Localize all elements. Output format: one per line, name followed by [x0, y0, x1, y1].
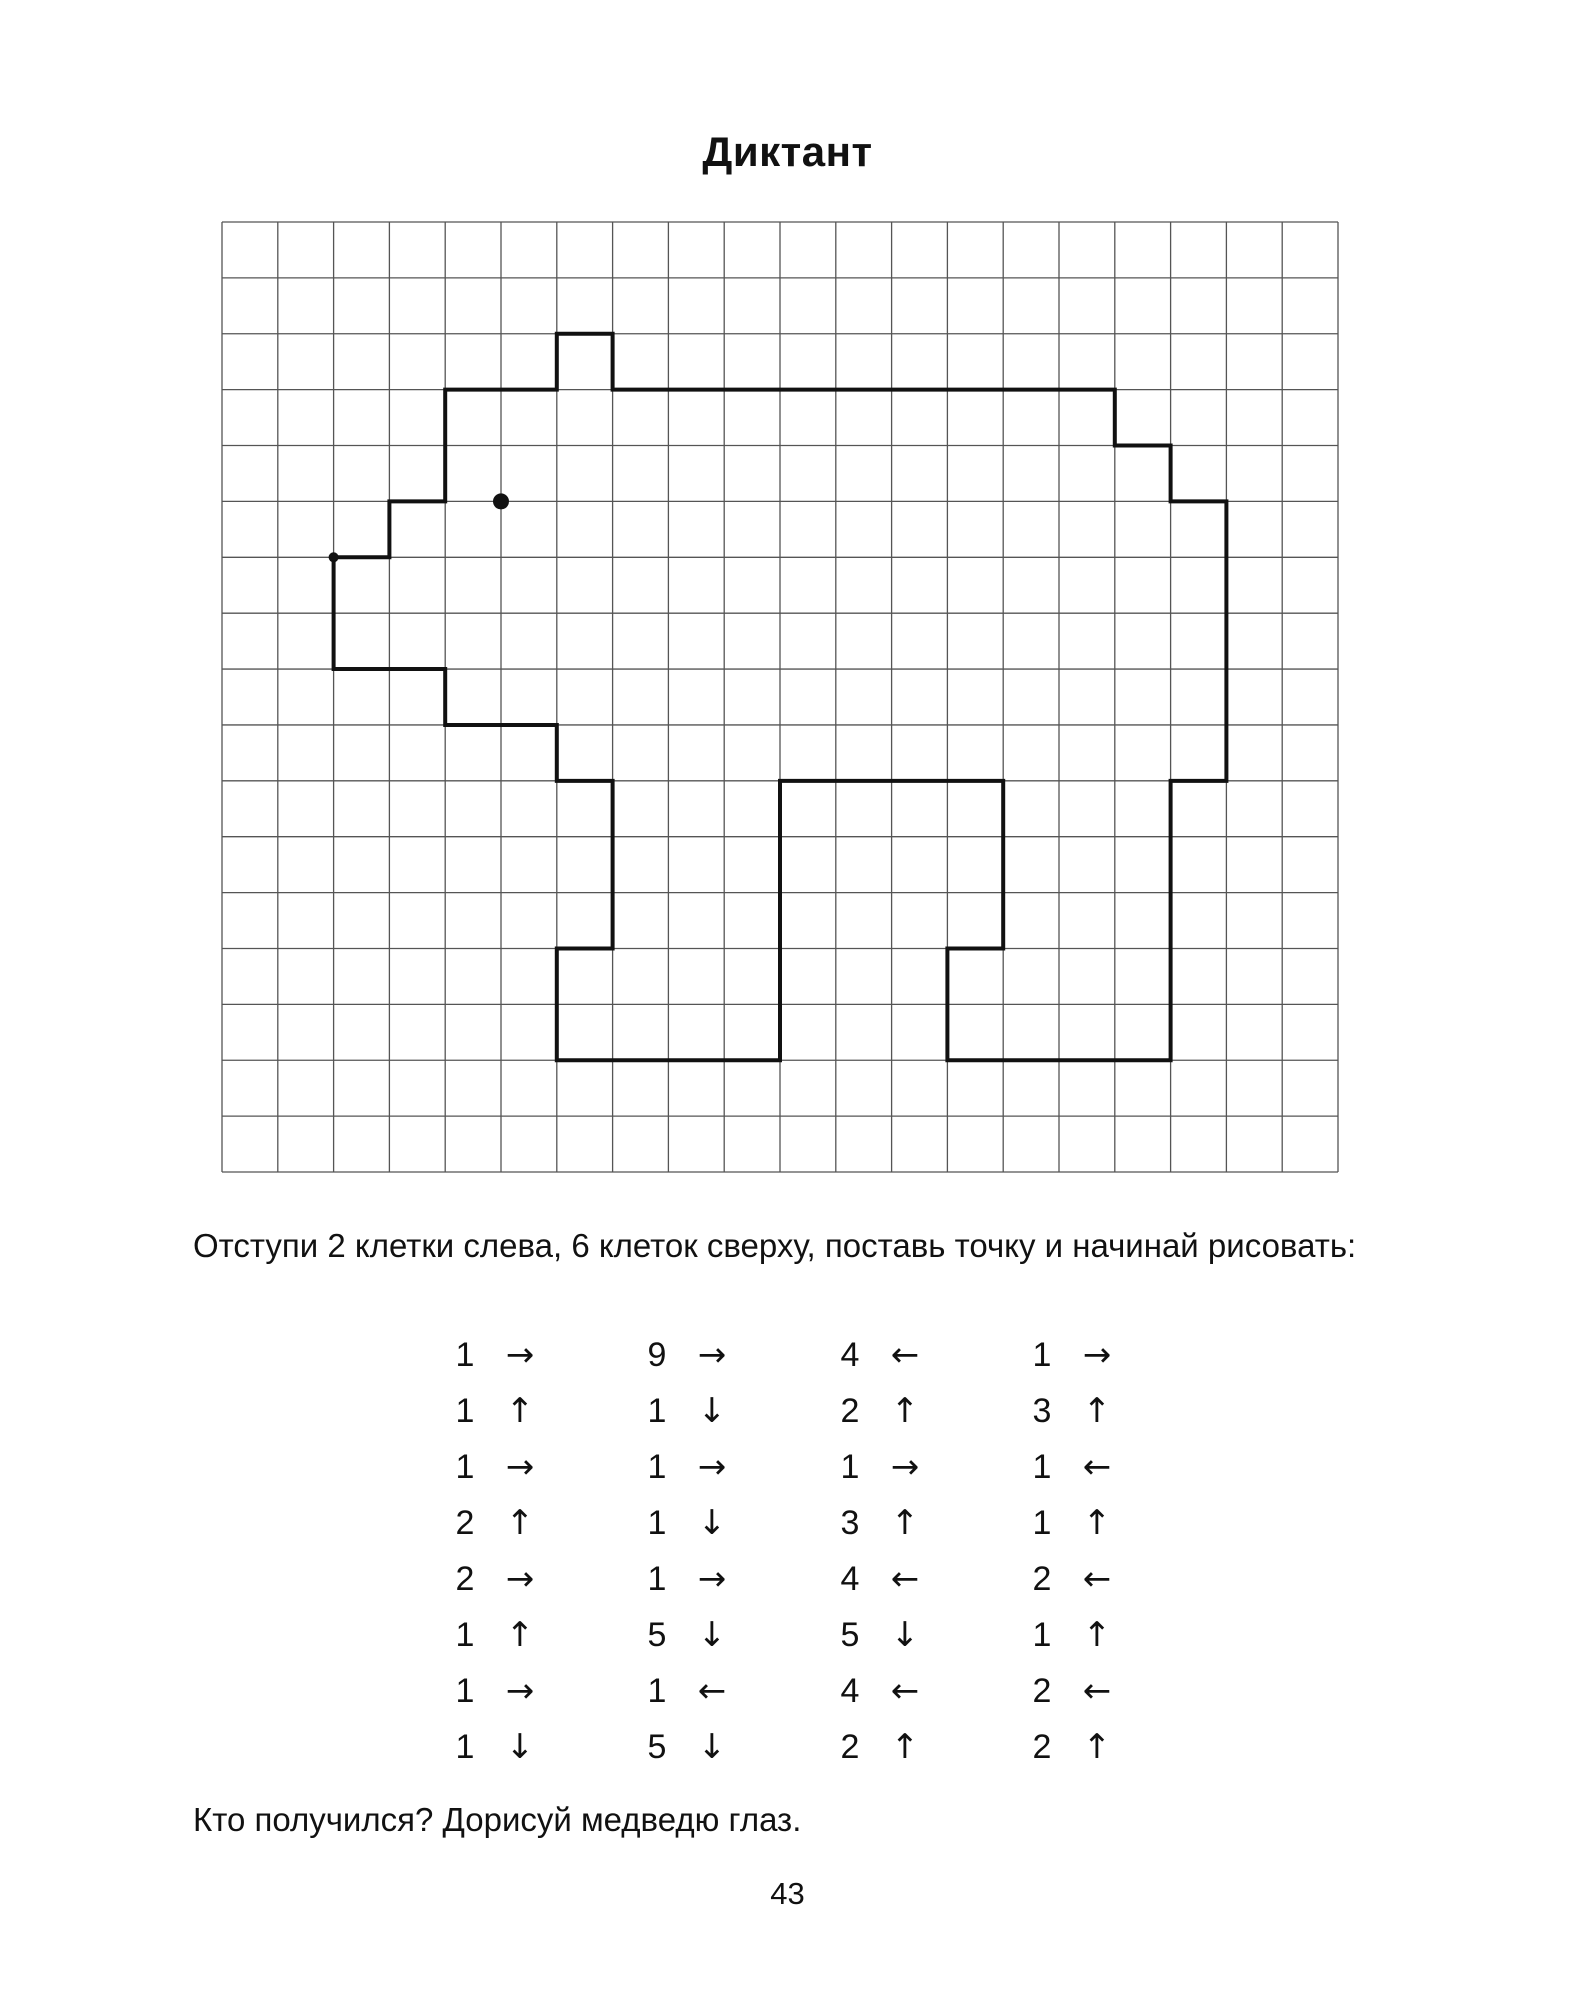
dictation-arrow-icon: →	[505, 1671, 535, 1711]
dictation-step-count: 5	[647, 1616, 667, 1654]
dictation-step-count: 1	[455, 1336, 475, 1374]
dictation-step-count: 4	[840, 1560, 860, 1598]
dictation-arrow-icon: ←	[890, 1559, 920, 1599]
dictation-step-count: 1	[647, 1448, 667, 1486]
grid-figure	[222, 222, 1338, 1172]
dictation-arrow-icon: ↑	[890, 1391, 920, 1431]
dictation-step-count: 4	[840, 1672, 860, 1710]
dictation-arrow-icon: ↓	[697, 1615, 727, 1655]
dictation-arrow-icon: →	[1082, 1335, 1112, 1375]
dictation-arrow-icon: ←	[1082, 1447, 1112, 1487]
dictation-arrow-icon: ↑	[1082, 1727, 1112, 1767]
dictation-arrow-icon: →	[505, 1559, 535, 1599]
grid-svg	[222, 222, 1338, 1172]
dictation-step-count: 1	[1032, 1448, 1052, 1486]
dictation-step-count: 2	[1032, 1672, 1052, 1710]
dictation-arrow-icon: →	[890, 1447, 920, 1487]
dictation-arrow-icon: ↓	[697, 1391, 727, 1431]
dictation-step-count: 1	[647, 1504, 667, 1542]
dictation-arrow-icon: ↓	[697, 1503, 727, 1543]
dictation-arrow-icon: ↓	[505, 1727, 535, 1767]
dictation-step-count: 1	[1032, 1336, 1052, 1374]
dictation-step-count: 3	[840, 1504, 860, 1542]
dictation-step-count: 1	[840, 1448, 860, 1486]
start-point	[329, 552, 339, 562]
dictation-step-count: 3	[1032, 1392, 1052, 1430]
dictation-arrow-icon: ↑	[890, 1727, 920, 1767]
dictation-arrow-icon: →	[697, 1559, 727, 1599]
dictation-step-count: 1	[1032, 1616, 1052, 1654]
dictation-arrow-icon: ←	[1082, 1559, 1112, 1599]
page-title: Диктант	[702, 128, 873, 175]
dictation-step-count: 1	[647, 1392, 667, 1430]
dictation-arrow-icon: →	[505, 1335, 535, 1375]
dictation-arrow-icon: ↑	[505, 1615, 535, 1655]
dictation-arrow-icon: ↑	[505, 1391, 535, 1431]
dictation-step-count: 5	[840, 1616, 860, 1654]
dictation-table	[445, 1335, 1165, 1795]
page-number: 43	[770, 1876, 805, 1911]
dictation-arrow-icon: ↑	[1082, 1615, 1112, 1655]
dictation-arrow-icon: →	[697, 1335, 727, 1375]
dictation-arrow-icon: ↑	[1082, 1391, 1112, 1431]
dictation-step-count: 2	[455, 1504, 475, 1542]
dictation-arrow-icon: ←	[1082, 1671, 1112, 1711]
question-text: Кто получился? Дорисуй медведю глаз.	[193, 1801, 802, 1838]
dictation-arrow-icon: ↑	[890, 1503, 920, 1543]
dictation-step-count: 2	[1032, 1728, 1052, 1766]
bear-eye	[493, 493, 509, 509]
dictation-step-count: 1	[455, 1672, 475, 1710]
dictation-arrow-icon: →	[505, 1447, 535, 1487]
dictation-step-count: 1	[455, 1448, 475, 1486]
dictation-step-count: 9	[647, 1336, 667, 1374]
dictation-step-count: 2	[455, 1560, 475, 1598]
dictation-step-count: 2	[1032, 1560, 1052, 1598]
dictation-arrow-icon: ↓	[890, 1615, 920, 1655]
dictation-step-count: 5	[647, 1728, 667, 1766]
dictation-arrow-icon: ↓	[697, 1727, 727, 1767]
dictation-step-count: 4	[840, 1336, 860, 1374]
dictation-step-count: 2	[840, 1728, 860, 1766]
dictation-arrow-icon: ↑	[505, 1503, 535, 1543]
instructions-text: Отступи 2 клетки слева, 6 клеток сверху, поставь точку и начинай рисовать:	[193, 1227, 1357, 1264]
dictation-step-count: 1	[1032, 1504, 1052, 1542]
dictation-step-count: 1	[455, 1392, 475, 1430]
dictation-step-count: 1	[455, 1616, 475, 1654]
dictation-arrow-icon: ←	[890, 1671, 920, 1711]
dictation-step-count: 1	[455, 1728, 475, 1766]
dictation-step-count: 1	[647, 1560, 667, 1598]
dictation-arrow-icon: ↑	[1082, 1503, 1112, 1543]
dictation-step-count: 2	[840, 1392, 860, 1430]
dictation-arrow-icon: ←	[890, 1335, 920, 1375]
dictation-step-count: 1	[647, 1672, 667, 1710]
dictation-arrow-icon: ←	[697, 1671, 727, 1711]
dictation-arrow-icon: →	[697, 1447, 727, 1487]
